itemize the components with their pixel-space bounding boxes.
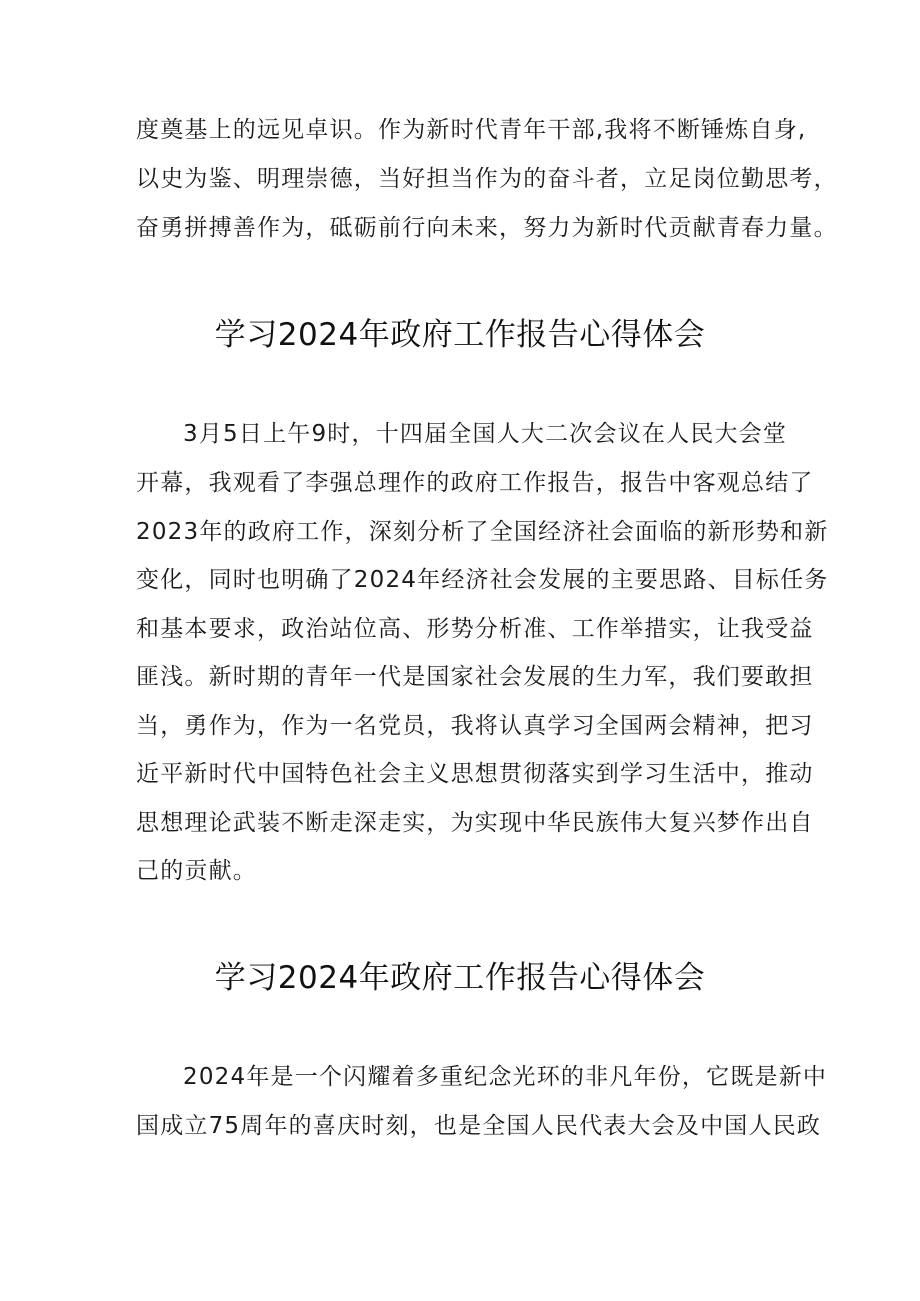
paragraph-line: 当，勇作为，作为一名党员，我将认真学习全国两会精神，把习 xyxy=(136,713,814,739)
section-title: 学习2024年政府工作报告心得体会 xyxy=(214,317,706,353)
paragraph-line: 2023年的政府工作，深刻分析了全国经济社会面临的新形势和新 xyxy=(136,519,829,545)
paragraph-line: 国成立75周年的喜庆时刻，也是全国人民代表大会及中国人民政 xyxy=(136,1113,822,1139)
paragraph-line: 2024年是一个闪耀着多重纪念光环的非凡年份，它既是新中 xyxy=(183,1064,828,1090)
paragraph-line: 思想理论武装不断走深走实，为实现中华民族伟大复兴梦作出自 xyxy=(136,810,814,836)
paragraph-line: 近平新时代中国特色社会主义思想贯彻落实到学习生活中，推动 xyxy=(136,761,814,787)
paragraph-line: 变化，同时也明确了2024年经济社会发展的主要思路、目标任务 xyxy=(136,567,829,593)
paragraph-line: 奋勇拼搏善作为，砥砺前行向未来，努力为新时代贡献青春力量。 xyxy=(136,215,838,241)
paragraph-line: 己的贡献。 xyxy=(136,858,257,884)
paragraph-line: 3月5日上午9时，十四届全国人大二次会议在人民大会堂 xyxy=(183,421,788,447)
paragraph-line: 以史为鉴、明理崇德，当好担当作为的奋斗者，立足岗位勤思考， xyxy=(136,166,838,192)
section-title: 学习2024年政府工作报告心得体会 xyxy=(214,960,706,996)
paragraph-line: 度奠基上的远见卓识。作为新时代青年干部,我将不断锤炼自身, xyxy=(136,117,807,143)
paragraph-line: 开幕，我观看了李强总理作的政府工作报告，报告中客观总结了 xyxy=(136,470,814,496)
paragraph-line: 匪浅。新时期的青年一代是国家社会发展的生力军，我们要敢担 xyxy=(136,664,814,690)
paragraph-line: 和基本要求，政治站位高、形势分析准、工作举措实，让我受益 xyxy=(136,616,814,642)
